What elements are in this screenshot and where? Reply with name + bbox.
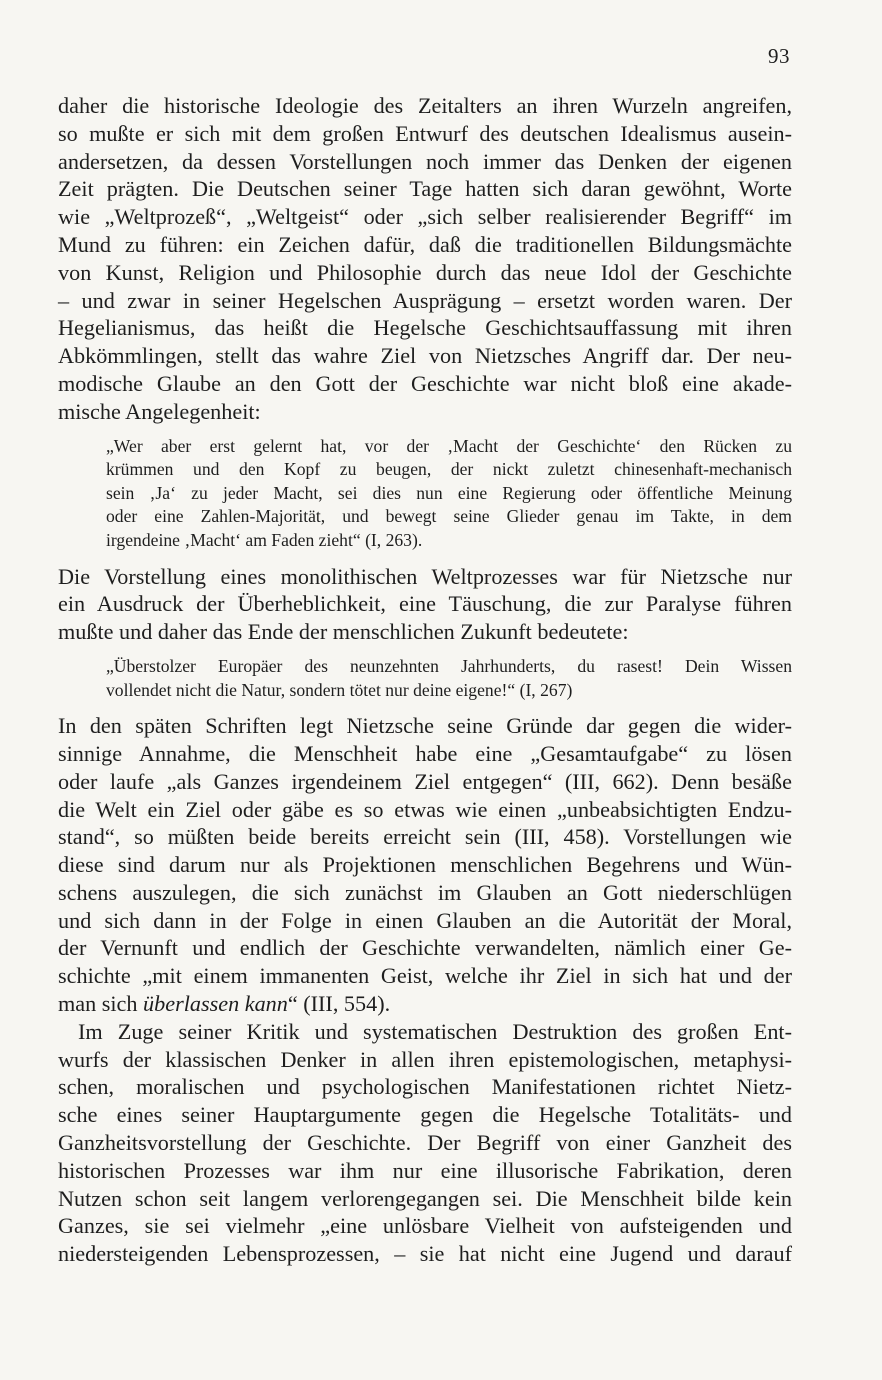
text-line: schens auszulegen, die sich zunächst im Glauben an Gott niederschlügen xyxy=(58,879,792,905)
quote-line: oder eine Zahlen-Majorität, und bewegt seine Glieder genau im Takte, in dem xyxy=(106,506,792,527)
text-line: sche eines seiner Hauptargumente gegen die Hegelsche Totalitäts- und xyxy=(58,1102,792,1128)
text-line: Abkömmlingen, stellt das wahre Ziel von Nietzsches Angriff dar. Der neu- xyxy=(58,343,792,369)
text-line: – und zwar in seiner Hegelschen Ausprägung – ersetzt worden waren. Der xyxy=(58,287,792,313)
block-quote-history-power xyxy=(106,435,792,553)
text-line: Im Zuge seiner Kritik und systematischen Destruktion des großen Ent- xyxy=(78,1018,792,1044)
text-line: ein Ausdruck der Überheblichkeit, eine Täuschung, die zur Paralyse führen xyxy=(58,591,792,617)
text-line: Zeit prägten. Die Deutschen seiner Tage hatten sich daran gewöhnt, Worte xyxy=(58,176,792,202)
text-line: Ganzes, sie sei vielmehr „eine unlösbare Vielheit von aufsteigenden und xyxy=(58,1213,792,1239)
text-line: diese sind darum nur als Projektionen menschlichen Begehrens und Wün- xyxy=(58,852,792,878)
text-line: mische Angelegenheit: xyxy=(58,398,261,424)
text-column xyxy=(58,92,792,1268)
paragraph-world-process xyxy=(58,563,792,646)
page-number: 93 xyxy=(768,44,790,68)
text-line: Die Vorstellung eines monolithischen Weltprozesses war für Nietzsche nur xyxy=(58,563,792,589)
text-line: andersetzen, da dessen Vorstellungen noch immer das Denken der eigenen xyxy=(58,148,792,174)
text-line: Ganzheitsvorstellung der Geschichte. Der Begriff von einer Ganzheit des xyxy=(58,1130,792,1156)
text-line: wie „Weltprozeß“, „Weltgeist“ oder „sich selber realisierender Begriff“ im xyxy=(58,204,792,230)
text-line: modische Glaube an den Gott der Geschichte war nicht bloß eine akade- xyxy=(58,370,792,396)
quote-line: vollendet nicht die Natur, sondern tötet nur deine eigene!“ (I, 267) xyxy=(106,679,573,700)
quote-line: irgendeine ‚Macht‘ am Faden zieht“ (I, 263). xyxy=(106,529,423,550)
emphasized-text: überlassen kann xyxy=(143,991,288,1017)
text-line: so mußte er sich mit dem großen Entwurf des deutschen Idealismus ausein- xyxy=(58,120,792,146)
text-line: daher die historische Ideologie des Zeitalters an ihren Wurzeln angreifen, xyxy=(58,93,792,118)
text-line: Hegelianismus, das heißt die Hegelsche Geschichtsauffassung mit ihren xyxy=(58,315,792,341)
text-line: von Kunst, Religion und Philosophie durch das neue Idol der Geschichte xyxy=(58,259,792,285)
quote-line: „Wer aber erst gelernt hat, vor der ‚Macht der Geschichte‘ den Rücken zu xyxy=(106,435,792,456)
text-line: wurfs der klassischen Denker in allen ihren epistemologischen, metaphysi- xyxy=(58,1046,792,1072)
text-line: schichte „mit einem immanenten Geist, welche ihr Ziel in sich hat und der xyxy=(58,963,792,989)
text-line: und sich dann in der Folge in einen Glauben an die Autorität der Moral, xyxy=(58,907,792,933)
block-quote-european xyxy=(106,655,792,702)
paragraph-late-writings xyxy=(58,712,792,1018)
text-line: historischen Prozesses war ihm nur eine illusorische Fabrikation, deren xyxy=(58,1157,792,1183)
text-line: die Welt ein Ziel oder gäbe es so etwas wie einen „unbeabsichtigten Endzu- xyxy=(58,796,792,822)
text-line: sinnige Annahme, die Menschheit habe eine „Gesamtaufgabe“ zu lösen xyxy=(58,740,792,766)
quote-line: krümmen und den Kopf zu beugen, der nickt zuletzt chinesenhaft-mechanisch xyxy=(106,459,792,480)
text-line: Nutzen schon seit langem verlorengegangen sei. Die Menschheit bilde kein xyxy=(58,1185,792,1211)
text-line: stand“, so müßten beide bereits erreicht sein (III, 458). Vorstellungen wie xyxy=(58,824,792,850)
text-fragment: man sich xyxy=(58,991,144,1017)
quote-line: „Überstolzer Europäer des neunzehnten Jahrhunderts, du rasest! Dein Wissen xyxy=(106,655,792,676)
text-line xyxy=(58,990,792,1018)
text-line: schen, moralischen und psychologischen Manifestationen richtet Nietz- xyxy=(58,1074,792,1100)
text-line: oder laufe „als Ganzes irgendeinem Ziel entgegen“ (III, 662). Denn besäße xyxy=(58,768,792,794)
quote-line: sein ‚Ja‘ zu jeder Macht, sei dies nun eine Regierung oder öffentliche Meinung xyxy=(106,482,792,503)
text-line: In den späten Schriften legt Nietzsche seine Gründe dar gegen die wider- xyxy=(58,713,792,739)
text-line: Mund zu führen: ein Zeichen dafür, daß die traditionellen Bildungsmächte xyxy=(58,231,792,257)
text-fragment: “ (III, 554). xyxy=(287,991,391,1017)
text-line: der Vernunft und endlich der Geschichte verwandelten, nämlich einer Ge- xyxy=(58,935,792,961)
text-line: niedersteigenden Lebensprozessen, – sie hat nicht eine Jugend und darauf xyxy=(58,1241,792,1267)
text-line: mußte und daher das Ende der menschlichen Zukunft bedeutete: xyxy=(58,619,629,645)
paragraph-critique xyxy=(58,1018,792,1268)
paragraph-ideology xyxy=(58,92,792,426)
